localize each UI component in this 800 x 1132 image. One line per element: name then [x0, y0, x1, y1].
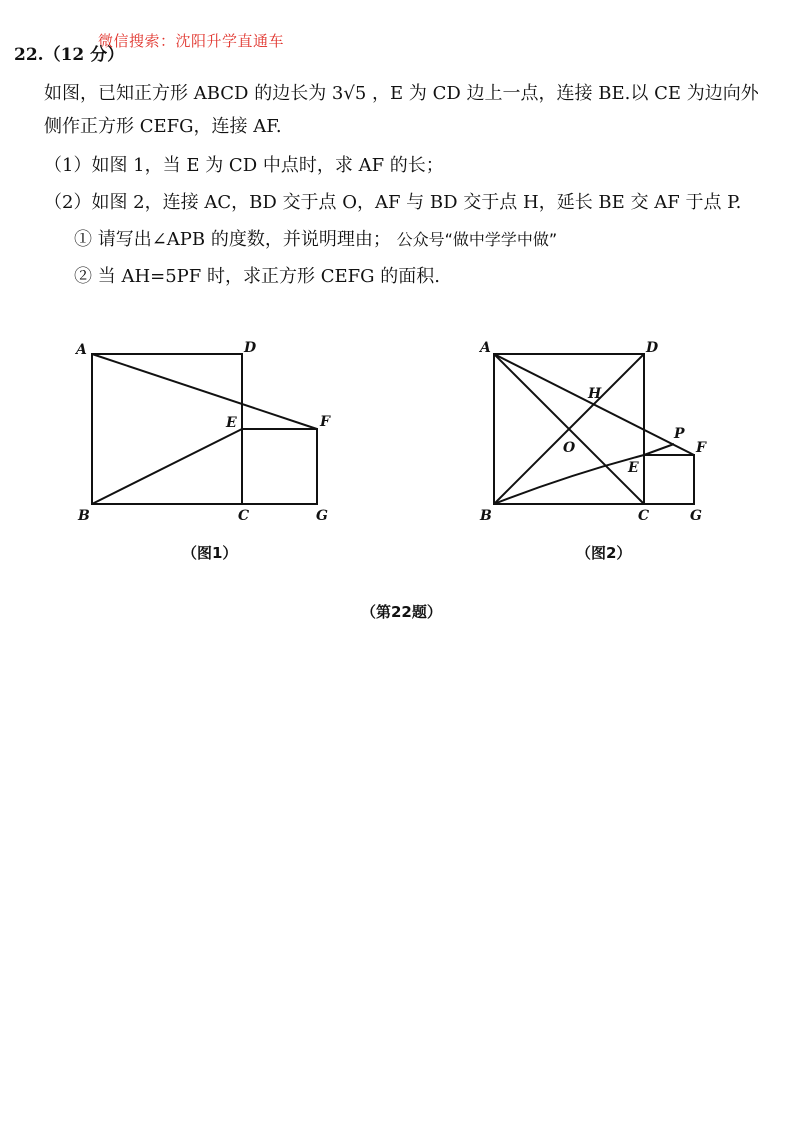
watermark: 微信搜索：沈阳升学直通车: [98, 32, 285, 50]
sub-1-text: ① 请写出∠APB 的度数，并说明理由；: [74, 229, 391, 250]
label-h: H: [588, 386, 602, 402]
segment-af: [92, 354, 317, 429]
square-abcd: [92, 354, 242, 504]
figure-2: [468, 330, 718, 525]
label-g: G: [316, 508, 328, 524]
label-f: F: [320, 414, 330, 430]
label-g: G: [690, 508, 702, 524]
segment-af: [494, 354, 694, 455]
segment-bp: [494, 444, 674, 504]
square-cefg: [242, 429, 317, 504]
label-d: D: [244, 340, 257, 356]
figure-1-caption: （图1）: [182, 544, 238, 562]
label-o: O: [563, 440, 576, 456]
problem-part-1: （1）如图 1，当 E 为 CD 中点时，求 AF 的长；: [44, 155, 444, 176]
problem-sub-1: [74, 226, 557, 254]
problem-sub-2: ② 当 AH=5PF 时，求正方形 CEFG 的面积.: [74, 266, 440, 287]
sub-1-note: 公众号“做中学学中做”: [396, 230, 558, 249]
square-cefg: [644, 455, 694, 504]
label-d: D: [646, 340, 659, 356]
figure-1: [66, 330, 336, 525]
label-c: C: [638, 508, 650, 524]
problem-line-1: 如图，已知正方形 ABCD 的边长为 3√5 ，E 为 CD 边上一点，连接 BE.以 CE 为边向外: [44, 83, 759, 104]
label-c: C: [238, 508, 250, 524]
label-e: E: [226, 415, 237, 431]
label-a: A: [76, 342, 87, 358]
problem-line-2: 侧作正方形 CEFG，连接 AF.: [44, 116, 282, 137]
label-p: P: [674, 426, 685, 442]
figure-2-caption: （图2）: [576, 544, 632, 562]
problem-part-2: （2）如图 2，连接 AC，BD 交于点 O，AF 与 BD 交于点 H，延长 BE 交 AF 于点 P.: [44, 192, 742, 213]
label-a: A: [480, 340, 491, 356]
question-number: 22.（12 分）: [14, 45, 125, 65]
segment-be: [92, 429, 242, 504]
question-caption: （第22题）: [361, 603, 442, 621]
label-b: B: [480, 508, 492, 524]
label-b: B: [78, 508, 90, 524]
label-f: F: [696, 440, 706, 456]
label-e: E: [628, 460, 639, 476]
